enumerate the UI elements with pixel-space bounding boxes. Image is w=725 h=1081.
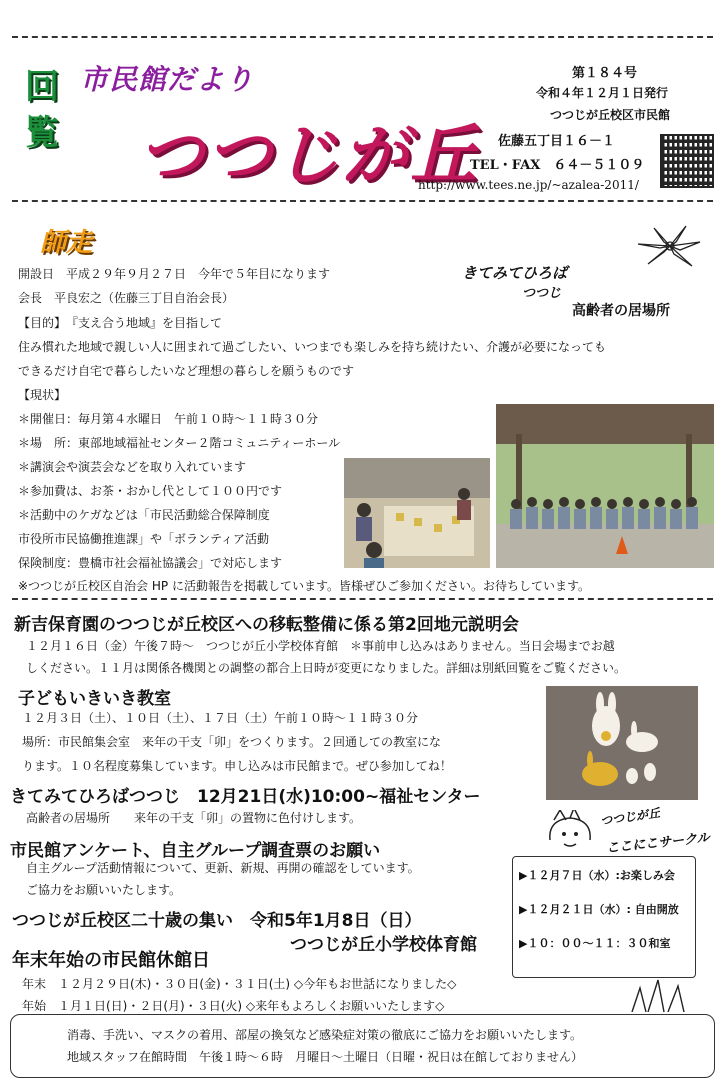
issue-date: 令和４年１２月１日発行	[536, 86, 669, 100]
kodomo-text: ります。１０名程度募集しています。申し込みは市民館まで。ぜひ参加してね！	[22, 759, 452, 773]
rabbit-craft-photo	[546, 686, 698, 800]
hiroba-line: ＊開催日：毎月第４水曜日 午前１０時～１１時３０分	[18, 412, 319, 426]
hiroba-line: 市役所市民協働推進課」や「ボランティア活動	[18, 532, 270, 546]
azalea-flower-icon	[634, 222, 706, 270]
hiroba-line: 【目的】 『支え合う地域』を目指して	[18, 316, 223, 330]
schedule-text: １２月７日（水）:お楽しみ会	[527, 869, 675, 882]
kitemite-heading: きてみてひろばつつじ 12月21日(水)10:00~福祉センター	[10, 787, 481, 807]
hiroba-line: できるだけ自宅で暮らしたいなど理想の暮らしを願うものです	[18, 364, 355, 378]
survey-text: 自主グループ活動情報について、更新、新規、再開の確認をしています。	[26, 861, 420, 875]
address: 佐藤五丁目１６－１	[498, 134, 616, 149]
tel-fax: TEL・FAX ６４－５１０９	[470, 158, 645, 173]
page-title: つつじが丘	[138, 116, 478, 194]
top-divider	[12, 36, 713, 38]
schedule-item: ▶１２月７日（水）:お楽しみ会	[519, 869, 675, 882]
hiroba-line: 会長 平良宏之（佐藤三丁目自治会長）	[18, 291, 235, 305]
survey-text: ご協力をお願いいたします。	[26, 883, 182, 897]
qr-code-icon[interactable]	[660, 134, 714, 188]
hatachi-heading: つつじが丘校区二十歳の集い 令和5年1月8日（日）	[12, 911, 422, 931]
hoikuen-text: しください。１１月は関係各機関との調整の都合上日時が変更になりました。詳細は別紙回覧をご覧ください。	[26, 661, 627, 675]
hiroba-line: 【現状】	[18, 388, 67, 402]
hatachi-place: つつじが丘小学校体育館	[290, 935, 477, 955]
grass-icon	[628, 978, 698, 1012]
hiroba-line: 住み慣れた地域で親しい人に囲まれて過ごしたい、いつまでも楽しみを持ち続けたい、介護が必要になっても	[18, 340, 607, 354]
footer-box	[10, 1014, 715, 1078]
hiroba-title-2: つつじ	[522, 286, 562, 301]
hiroba-title: きてみてひろば	[462, 264, 568, 282]
holiday-text: 年末 １２月２９日(木)・３０日(金)・３１日(土) ◇今年もお世話になりました◇	[22, 977, 457, 991]
hiroba-note: ※つつじが丘校区自治会 HP に活動報告を掲載しています。皆様ぜひご参加ください。お待ちしています。	[18, 579, 591, 593]
group-photo	[496, 404, 714, 568]
schedule-item: ▶１２月２１日（水）: 自由開放	[519, 903, 679, 916]
schedule-text: １０：００～１１：３０和室	[527, 937, 671, 950]
hiroba-line: 保険制度：豊橋市社会福祉協議会」で対応します	[18, 556, 283, 570]
kodomo-heading: 子どもいきいき教室	[18, 689, 171, 709]
section-divider	[12, 598, 713, 600]
newsletter-name: 市民館だより	[80, 63, 255, 96]
circle-schedule-box	[512, 856, 696, 978]
hiroba-line: 開設日 平成２９年９月２７日 今年で５年目になります	[18, 267, 331, 281]
website-url[interactable]: http://www.tees.ne.jp/~azalea-2011/	[418, 178, 639, 192]
circle-title-2: ここにこサークル	[605, 830, 711, 857]
footer-line-1: 消毒、手洗い、マスクの着用、部屋の換気など感染症対策の徹底にご協力をお願いいたします。	[67, 1028, 583, 1042]
hoikuen-text: １２月１６日（金）午後７時～ つつじが丘小学校体育館 ＊事前申し込みはありません。当日会場までお越	[26, 639, 615, 653]
kairan-char-1: 回	[25, 67, 59, 107]
hoikuen-heading: 新吉保育園のつつじが丘校区への移転整備に係る第2回地元説明会	[14, 615, 519, 635]
hiroba-line: ＊参加費は、お茶・おかし代として１００円です	[18, 484, 283, 498]
hiroba-line: ＊場 所：東部地域福祉センター２階コミュニティーホール	[18, 436, 341, 450]
hiroba-subtitle: 高齢者の居場所	[572, 303, 670, 319]
indoor-activity-photo	[344, 458, 490, 568]
header-divider	[12, 200, 713, 202]
kairan-char-2: 覧	[25, 113, 59, 153]
holiday-heading: 年末年始の市民館休館日	[12, 950, 210, 971]
holiday-text: 年始 １月１日(日)・２日(月)・３日(火) ◇来年もよろしくお願いいたします◇	[22, 999, 445, 1013]
character-icon	[540, 810, 600, 860]
kodomo-text: １２月３日（土）、１０日（土）、１７日（土）午前１０時～１１時３０分	[22, 711, 419, 725]
circle-title-1: つつじが丘	[599, 805, 661, 829]
schedule-item: ▶１０：００～１１：３０和室	[519, 937, 671, 950]
issue-number: 第１８４号	[572, 66, 638, 81]
footer-line-2: 地域スタッフ在館時間 午後１時～６時 月曜日～土曜日（日曜・祝日は在館しておりません）	[67, 1050, 584, 1064]
month-title: 師走	[40, 228, 93, 258]
kitemite-text: 高齢者の居場所 来年の干支「卯」の置物に色付けします。	[26, 811, 362, 825]
hiroba-line: ＊活動中のケガなどは「市民活動総合保障制度	[18, 508, 270, 522]
publisher: つつじが丘校区市民館	[550, 108, 671, 122]
hiroba-line: ＊講演会や演芸会などを取り入れています	[18, 460, 247, 474]
schedule-text: １２月２１日（水）: 自由開放	[527, 903, 679, 916]
kodomo-text: 場所：市民館集会室 来年の干支「卯」をつくります。２回通しての教室にな	[22, 735, 442, 749]
survey-heading: 市民館アンケート、自主グループ調査票のお願い	[10, 841, 381, 861]
